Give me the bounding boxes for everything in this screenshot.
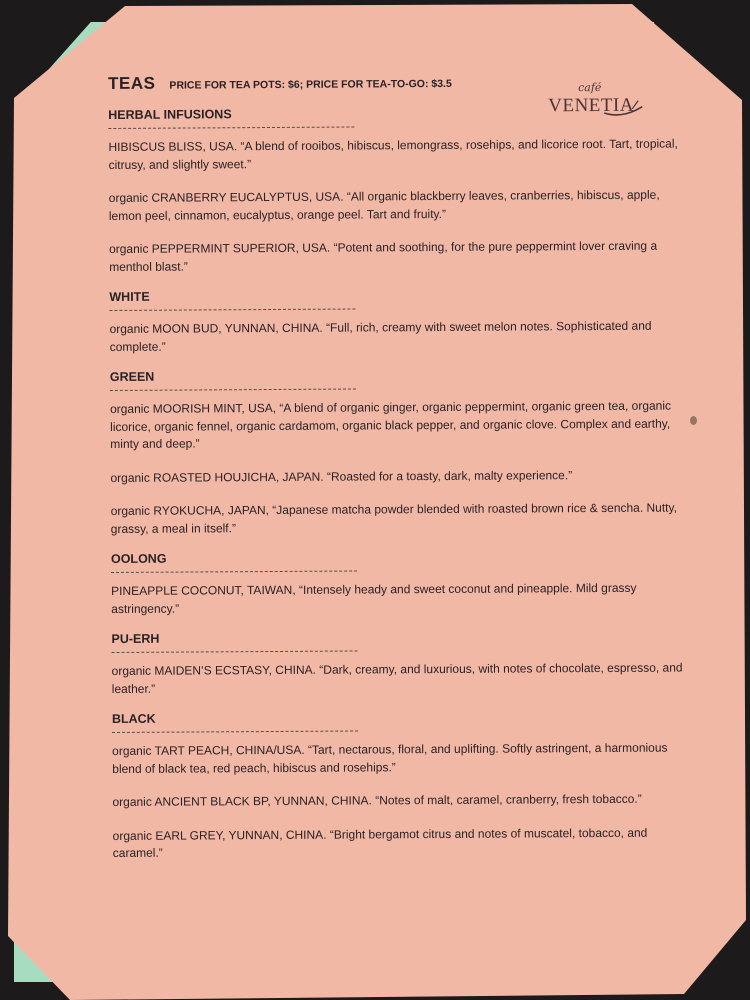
section-title: BLACK [111,711,156,726]
gondola-icon [602,99,644,117]
menu-section [111,628,691,698]
tea-menu [108,70,693,876]
menu-section [108,104,689,276]
tea-item: organic PEPPERMINT SUPERIOR, USA. “Potent and soothing, for the pure peppermint lover craving a menthol blast.” [109,238,658,274]
menu-sections [108,104,693,862]
tea-item: organic MOON BUD, YUNNAN, CHINA. “Full, rich, creamy with sweet melon notes. Sophisticated and complete.” [109,318,652,354]
tea-item: organic EARL GREY, YUNNAN, CHINA. “Bright bergamot citrus and notes of muscatel, tobacco, and caramel.” [112,825,648,860]
section-title: WHITE [109,289,150,304]
section-divider [111,570,357,573]
section-divider [109,308,355,311]
tea-item: organic ANCIENT BLACK BP, YUNNAN, CHINA. “Notes of malt, caramel, cranberry, fresh tobacco.” [112,791,642,809]
section-title: GREEN [109,369,155,384]
logo-name-text: VENETIA [548,94,635,117]
tea-item: organic MOORISH MINT, USA, “A blend of organic ginger, organic peppermint, organic green tea, organic licorice, organic fennel, organic cardamom, organic black pepper, and organic clove. Complex and earthy, minty and deep.” [110,398,672,451]
cafe-venetia-logo [548,80,648,128]
logo-cafe-text: café [578,80,602,95]
tea-item: organic RYOKUCHA, JAPAN, “Japanese matcha powder blended with roasted brown rice & sencha. Nutty, grassy, a meal in itself.” [110,500,677,536]
section-title: HERBAL INFUSIONS [108,107,232,122]
tea-item: organic ROASTED HOUJICHA, JAPAN. “Roasted for a toasty, dark, malty experience.” [110,467,573,485]
section-title: OOLONG [110,551,167,566]
tea-item: PINEAPPLE COCONUT, TAIWAN, “Intensely heady and sweet coconut and pineapple. Mild grassy astringency.” [111,580,637,616]
tea-item: organic MAIDEN’S ECSTASY, CHINA. “Dark, creamy, and luxurious, with notes of chocolate, espresso, and leather.” [111,660,683,696]
tea-item: organic TART PEACH, CHINA/USA. “Tart, nectarous, floral, and uplifting. Softly astringent, a harmonious blend of black tea, red peach, hibiscus and rosehips.” [112,740,668,776]
paper-stain [690,416,697,425]
tea-item: HIBISCUS BLISS, USA. “A blend of rooibos, hibiscus, lemongrass, rosehips, and licorice root. Tart, tropical, citrusy, and slightly sweet.” [108,136,678,172]
menu-section [109,286,689,356]
menu-section [110,366,691,538]
section-divider [112,650,358,653]
page-title: TEAS [108,73,156,93]
menu-section [111,548,691,618]
section-title: PU-ERH [111,631,160,646]
price-note: PRICE FOR TEA POTS: $6; PRICE FOR TEA-TO-GO: $3.5 [169,77,452,92]
section-divider [110,388,356,391]
menu-section [112,708,693,862]
tea-item: organic CRANBERRY EUCALYPTUS, USA. “All organic blackberry leaves, cranberries, hibiscus, apple, lemon peel, cinnamon, eucalyptus, orange peel. Tart and fruity.” [108,187,660,223]
section-divider [112,730,358,733]
section-divider [108,126,354,129]
